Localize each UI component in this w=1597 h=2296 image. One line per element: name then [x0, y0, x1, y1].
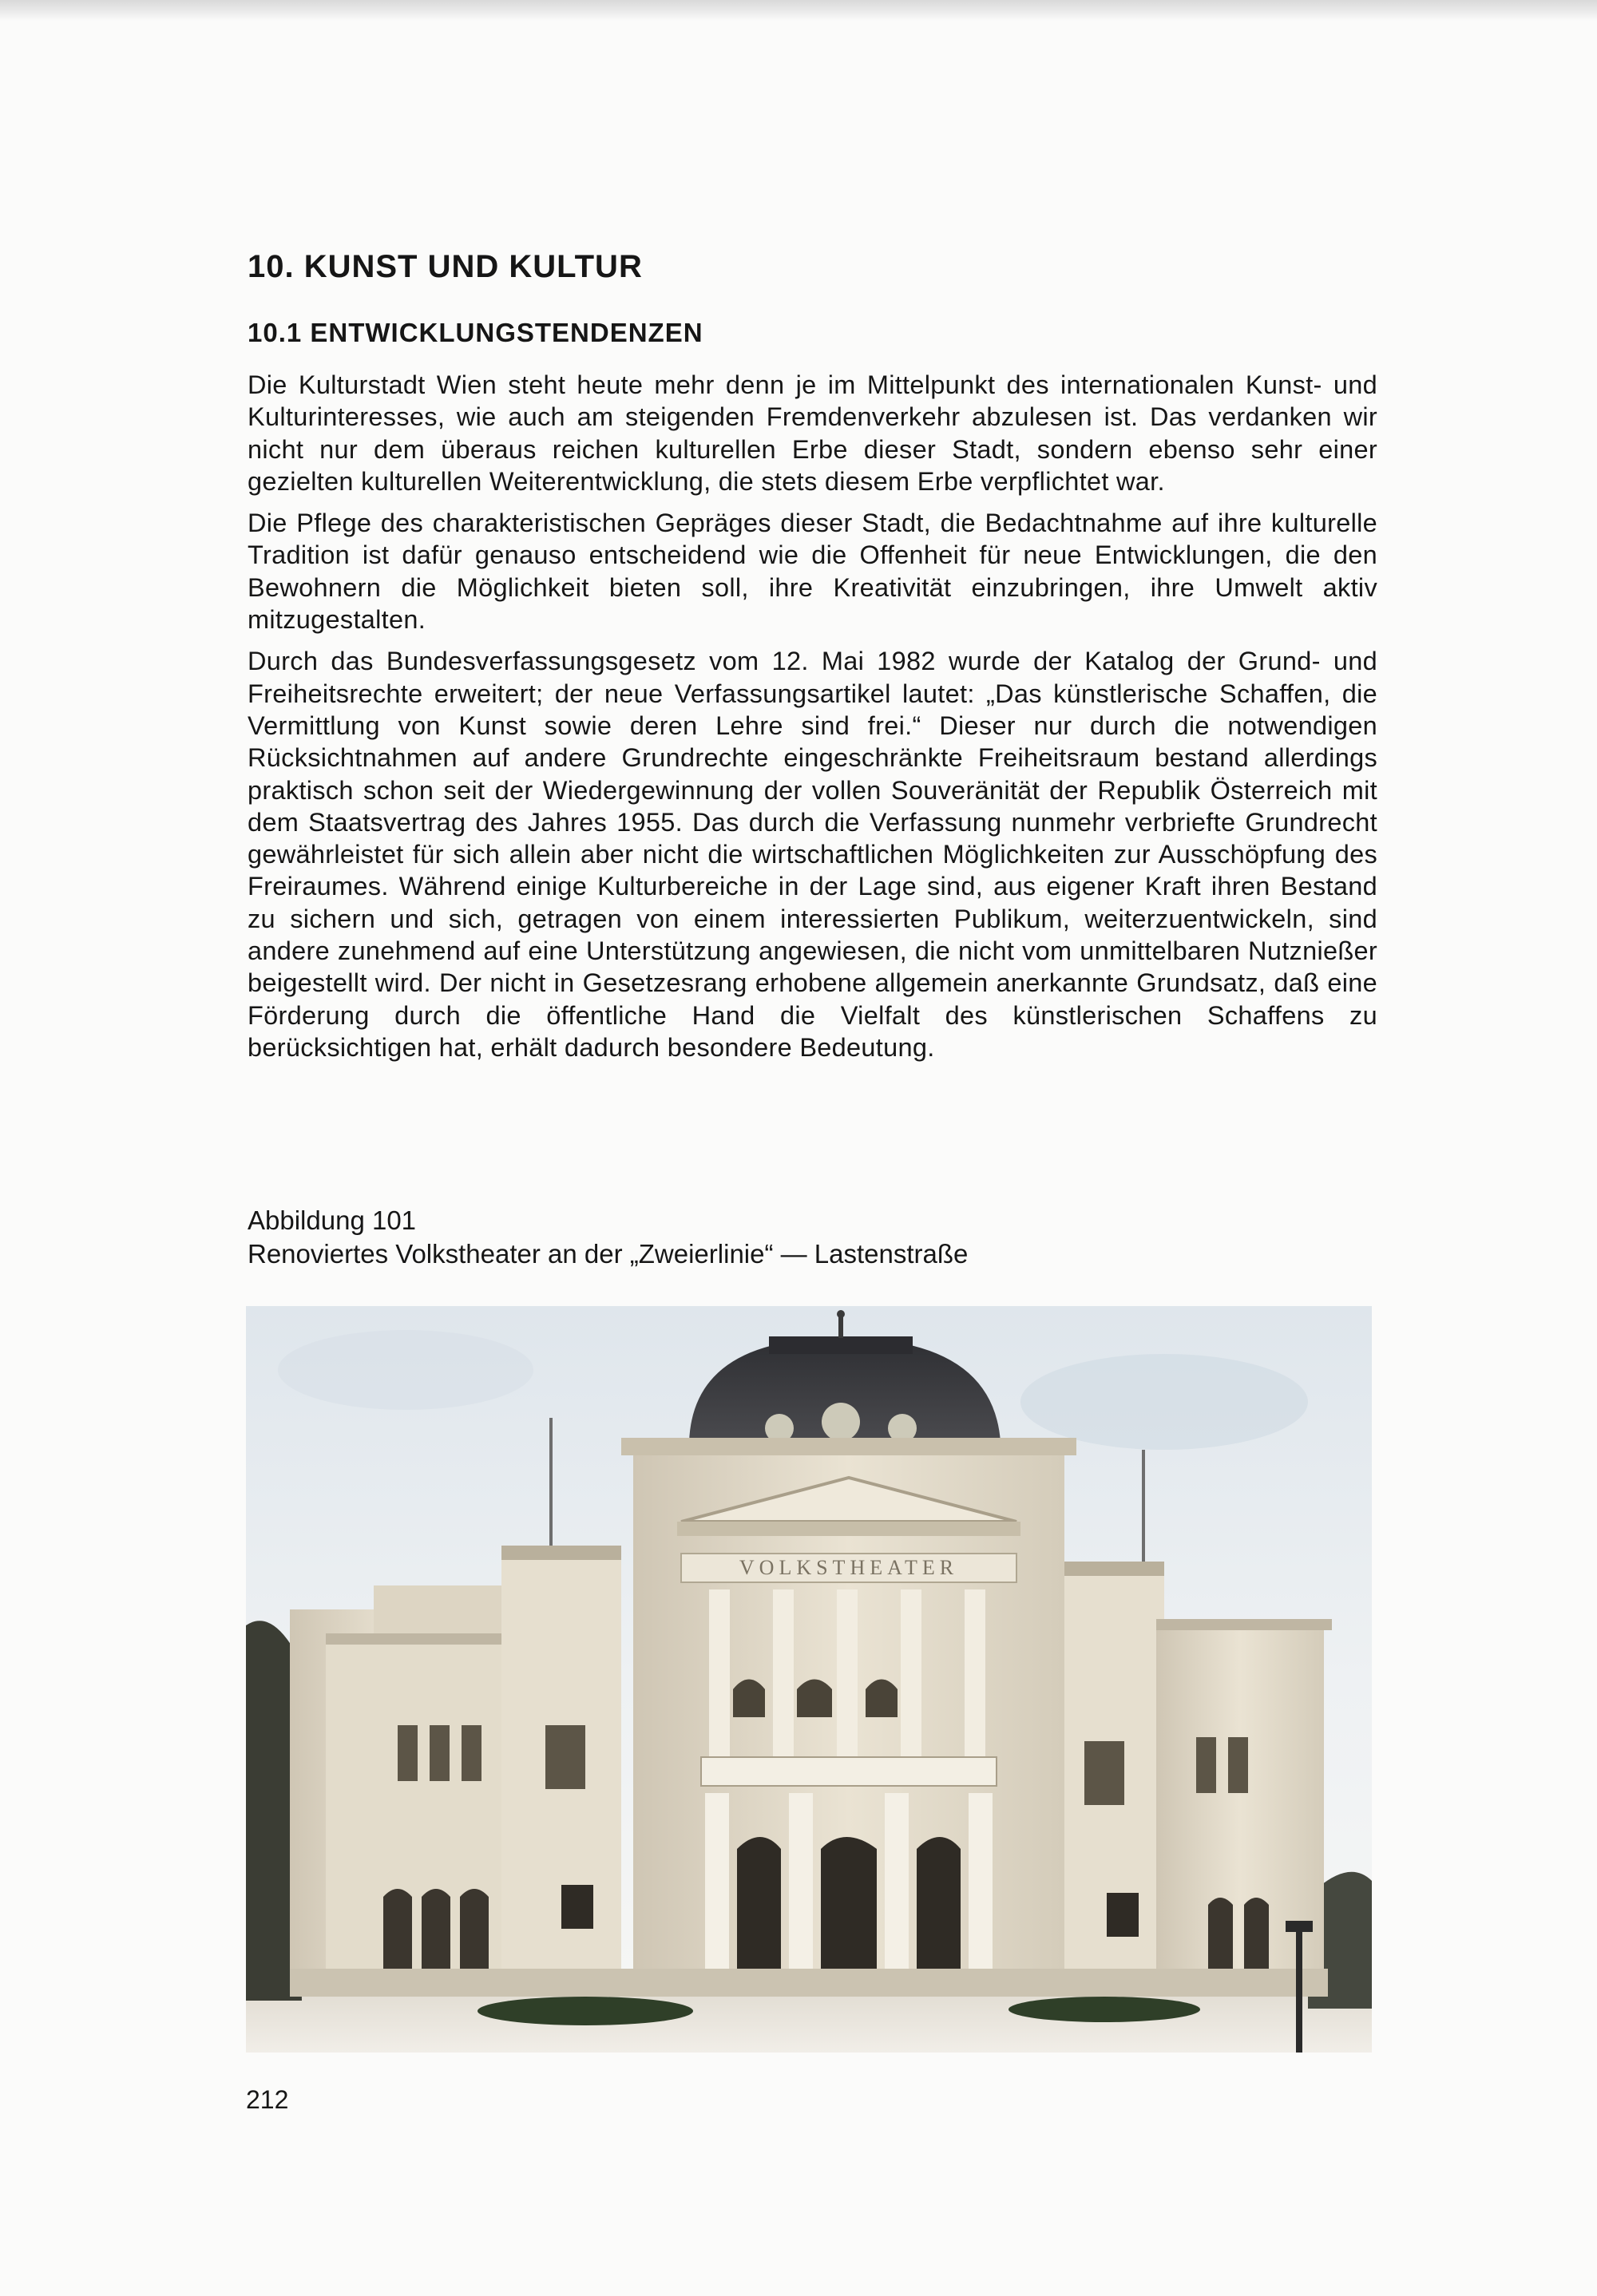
facade-inscription: VOLKSTHEATER	[739, 1556, 959, 1579]
paragraph-2: Die Pflege des charakteristischen Gepräges dieser Stadt, die Bedachtnahme auf ihre kulturelle Tradition ist dafür genauso entscheidend wie die Offenheit für neue Entwicklungen, die den Bewohnern die Möglichkeit bieten soll, ihre Kreativität einzubringen, ihre Umwelt aktiv mitzugestalten.	[248, 509, 1377, 635]
paragraph-3: Durch das Bundesverfassungsgesetz vom 12. Mai 1982 wurde der Katalog der Grund- und Freiheitsrechte erweitert; der neue Verfassungsartikel lautet: „Das künstlerische Schaffen, die Vermittlung von Kunst sowie deren Lehre sind frei.“ Dieser nur durch die notwendigen Rücksichtnahmen auf andere Grundrechte eingeschränkte Freiheitsraum bestand allerdings praktisch schon seit der Wiedergewinnung der vollen Souveränität der Republik Österreich mit dem Staatsvertrag des Jahres 1955. Das durch die Verfassung nunmehr verbriefte Grundrecht gewährleistet für sich allein aber nicht die wirtschaftlichen Möglichkeiten zur Ausschöpfung des Freiraumes. Während einige Kulturbereiche in der Lage sind, aus eigener Kraft ihren Bestand zu sichern und sich, getragen von einem interessierten Publikum, weiterzuentwickeln, sind andere zunehmend auf eine Unterstützung angewiesen, die nicht vom unmittelbaren Nutznießer beigestellt wird. Der nicht in Gesetzesrang erhobene allgemein anerkannte Grundsatz, daß eine Förderung durch die öffentliche Hand die Vielfalt des künstlerischen Schaffens zu berücksichtigen hat, erhält dadurch besondere Bedeutung.	[248, 647, 1377, 1062]
figure-caption-text: Renoviertes Volkstheater an der „Zweierlinie“ — Lastenstraße	[248, 1239, 969, 1269]
section-subtitle: 10.1 ENTWICKLUNGSTENDENZEN	[248, 318, 703, 347]
chapter-title: 10. KUNST UND KULTUR	[248, 249, 643, 284]
volkstheater-photo	[246, 1306, 1372, 2053]
figure-label: Abbildung 101	[248, 1205, 417, 1235]
figure-caption	[248, 1204, 968, 1271]
page-number: 212	[246, 2085, 289, 2114]
body-text	[248, 369, 1377, 1073]
scan-edge	[0, 0, 1597, 21]
paragraph-1: Die Kulturstadt Wien steht heute mehr denn je im Mittelpunkt des internationalen Kunst- und Kulturinteresses, wie auch am steigenden Fremdenverkehr abzulesen ist. Das verdanken wir nicht nur dem überaus reichen kulturellen Erbe dieser Stadt, sondern ebenso sehr einer gezielten kulturellen Weiterentwicklung, die stets diesem Erbe verpflichtet war.	[248, 370, 1377, 496]
